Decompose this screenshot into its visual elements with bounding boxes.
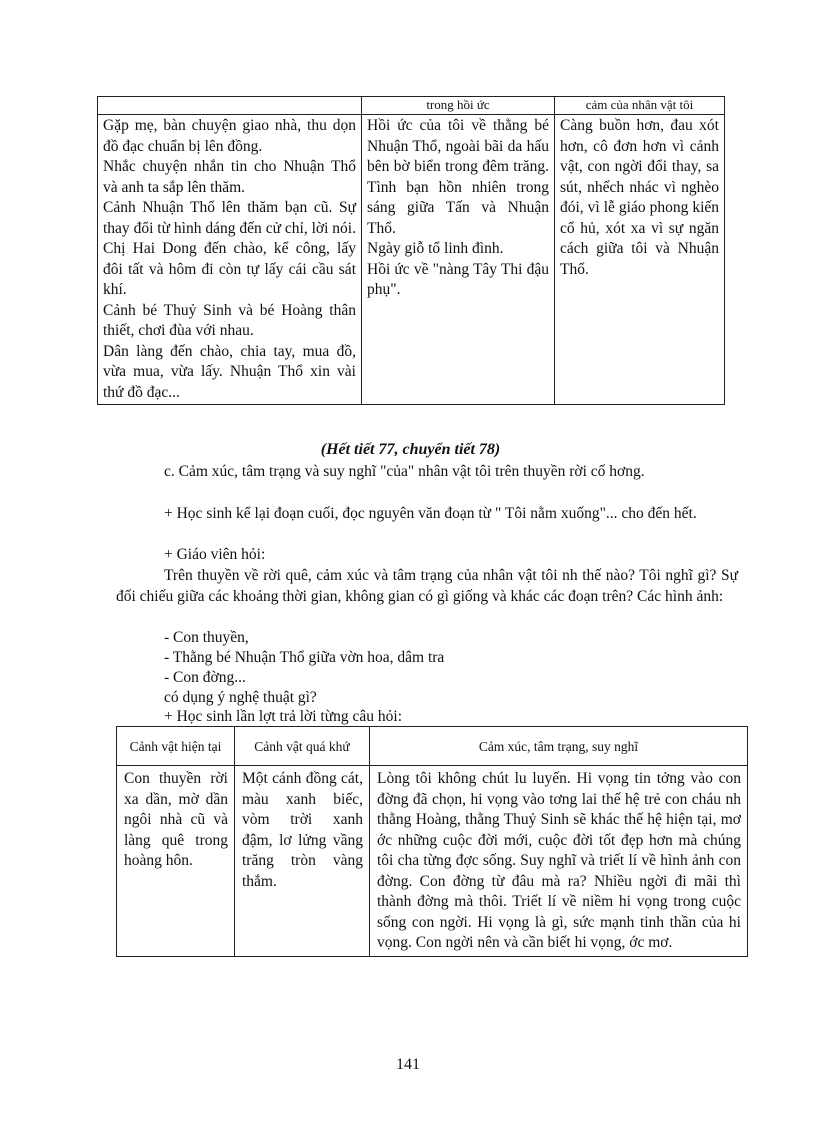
table-header-cell: cảm của nhân vật tôi — [555, 97, 725, 115]
scene-feelings-table — [116, 726, 748, 957]
teacher-question: Trên thuyền về rời quê, cảm xúc và tâm trạng của nhân vật tôi nh thế nào? Tôi nghĩ gì? Sự đối chiếu giữa các khoảng thời gian, không gian có gì giống và khác các đoạn trên? Các hình ảnh: — [116, 567, 738, 605]
event-text: Cảnh bé Thuỷ Sinh và bé Hoàng thân thiết, chơi đùa với nhau. — [103, 301, 356, 339]
table-row — [117, 766, 748, 957]
past-scene-cell: Một cánh đồng cát, màu xanh biếc, vòm trời xanh đậm, lơ lửng vầng trăng tròn vàng thắm. — [235, 766, 370, 957]
section-c-heading: c. Cảm xúc, tâm trạng và suy nghĩ "của" nhân vật tôi trên thuyền rời cố hơng. — [164, 463, 645, 480]
student-answer-instruction: + Học sinh lần lợt trả lời từng câu hỏi: — [164, 708, 403, 725]
present-events-cell — [98, 115, 362, 405]
event-text: Cảnh Nhuận Thổ lên thăm bạn cũ. Sự thay đổi từ hình dáng đến cử chỉ, lời nói. Chị Hai Dong đến chào, kể công, lấy đôi tất và hôm đi còn tự lấy cái cầu sát khí. — [103, 199, 356, 298]
memories-cell — [362, 115, 555, 405]
event-text: Gặp mẹ, bàn chuyện giao nhà, thu dọn đồ đạc chuẩn bị lên đồng. — [103, 117, 356, 155]
table-header-cell — [98, 97, 362, 115]
table-header-cell: trong hồi ức — [362, 97, 555, 115]
lesson-caption: (Hết tiết 77, chuyển tiết 78) — [320, 441, 501, 458]
table-header-cell: Cảnh vật hiện tại — [117, 727, 235, 766]
table-row — [98, 115, 725, 405]
feelings-cell — [555, 115, 725, 405]
memory-text: Hồi ức của tôi về thằng bé Nhuận Thổ, ngoài bãi da hấu bên bờ biển trong đêm trăng. Tình bạn hồn nhiên trong sáng giữa Tấn và Nhuận Thổ. — [367, 117, 549, 237]
image-list-item: - Con đờng... — [164, 669, 246, 686]
present-scene-cell: Con thuyền rời xa dần, mờ dần ngôi nhà cũ và làng quê trong hoàng hôn. — [117, 766, 235, 957]
student-retell-instruction: + Học sinh kể lại đoạn cuối, đọc nguyên văn đoạn từ " Tôi nằm xuống"... cho đến hết. — [164, 505, 697, 522]
table-header-row — [117, 727, 748, 766]
page-number: 141 — [396, 1056, 420, 1073]
memory-text: Hồi ức về "nàng Tây Thi đậu phụ". — [367, 260, 549, 298]
image-list-item: - Con thuyền, — [164, 629, 249, 646]
story-events-table — [97, 96, 725, 405]
art-intent-question: có dụng ý nghệ thuật gì? — [164, 689, 317, 706]
event-text: Dân làng đến chào, chia tay, mua đồ, vừa mua, vừa lấy. Nhuận Thổ xin vài thứ đồ đạc... — [103, 342, 356, 401]
memory-text: Ngày giỗ tổ linh đình. — [367, 240, 504, 257]
image-list-item: - Thằng bé Nhuận Thổ giữa vờn hoa, dâm tra — [164, 649, 445, 666]
teacher-asks-label: + Giáo viên hỏi: — [164, 546, 266, 563]
table-header-cell: Cảm xúc, tâm trạng, suy nghĩ — [370, 727, 748, 766]
table-header-cell: Cảnh vật quá khứ — [235, 727, 370, 766]
feelings-thoughts-cell: Lòng tôi không chút lu luyến. Hi vọng tin tởng vào con đờng đã chọn, hi vọng vào tơng lai thế hệ trẻ con cháu nh thằng Hoàng, thằng Thuỷ Sinh sẽ khác thế hệ hiện tại, mơ ớc những cuộc đời mới, cuộc đời tốt đẹp hơn mà chúng tôi cha từng đợc sống. Suy nghĩ và triết lí về hình ảnh con đờng. Con đờng từ đâu mà ra? Nhiều ngời đi mãi thì thành đờng mà thôi. Triết lí về niềm hi vọng trong cuộc sống con ngời. Hi vọng là gì, sức mạnh tinh thần của hi vọng. Con ngời nên và cần biết hi vọng, ớc mơ. — [370, 766, 748, 957]
event-text: Nhắc chuyện nhắn tin cho Nhuận Thổ và anh ta sắp lên thăm. — [103, 158, 356, 196]
feeling-text: Càng buồn hơn, đau xót hơn, cô đơn hơn vì cảnh vật, con ngời đổi thay, sa sút, nhếch nhác vì nghèo đói, vì lễ giáo phong kiến cổ hủ, xót xa vì sự ngăn cách giữa tôi và Nhuận Thổ. — [560, 117, 719, 278]
table-header-row — [98, 97, 725, 115]
